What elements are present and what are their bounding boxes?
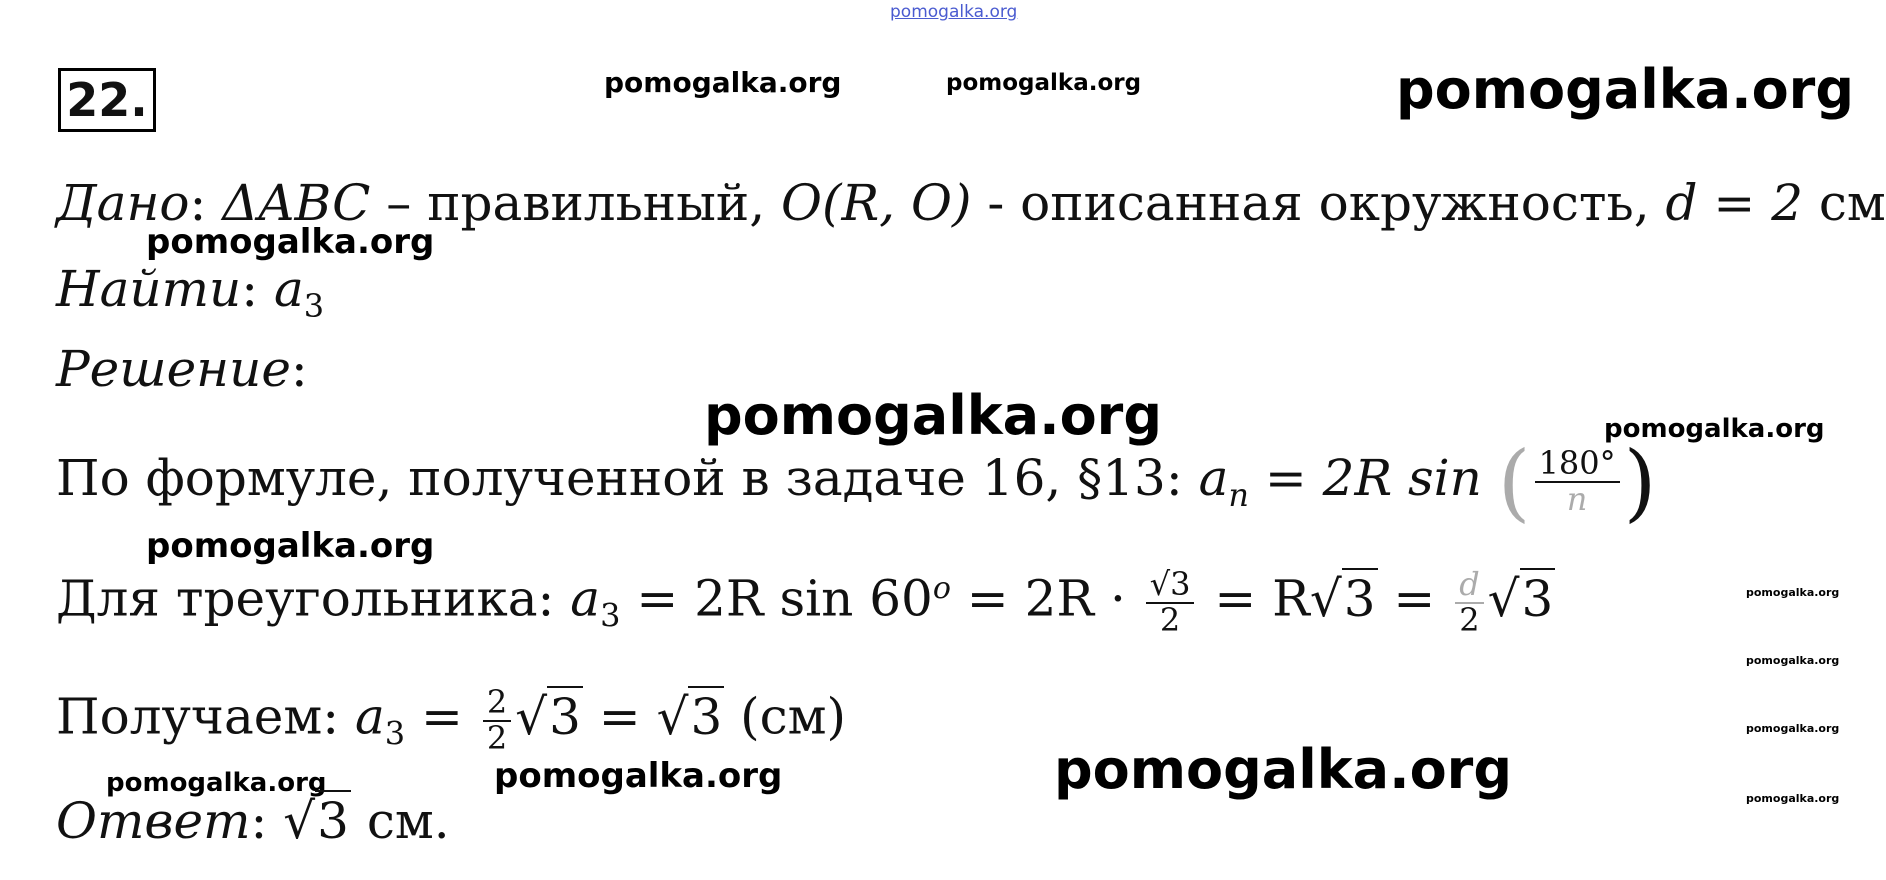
res-fraction xyxy=(483,683,511,757)
watermark-top: pomogalka.org xyxy=(890,2,1018,22)
answer-line: Ответ: √3 см. xyxy=(56,792,450,850)
formula-line xyxy=(56,433,1657,531)
watermark: pomogalka.org xyxy=(146,222,435,262)
watermark: pomogalka.org xyxy=(1604,414,1825,444)
formula-numerator: 180° xyxy=(1535,447,1620,483)
tri-radicand-2: 3 xyxy=(1521,569,1554,628)
res-unit: (см) xyxy=(724,687,847,746)
res-sqrt: √3 xyxy=(515,687,581,746)
tri-eq-3: = R xyxy=(1198,569,1310,628)
res-subscript: 3 xyxy=(384,714,406,753)
tri-sqrt: √3 xyxy=(1309,569,1376,628)
watermark: pomogalka.org xyxy=(1054,738,1512,801)
watermark: pomogalka.org xyxy=(494,756,783,796)
watermark-small: pomogalka.org xyxy=(1746,792,1840,805)
given-label: Дано xyxy=(56,174,190,232)
watermark: pomogalka.org xyxy=(704,384,1162,447)
given-triangle: ΔABC xyxy=(222,174,371,232)
tri-a: a xyxy=(570,569,601,628)
formula-eq: = 2R sin xyxy=(1248,449,1482,507)
res-fraction-numerator: 2 xyxy=(483,686,511,722)
answer-unit: см. xyxy=(350,792,450,850)
solution-line: Решение: xyxy=(56,340,308,398)
watermark: pomogalka.org xyxy=(946,70,1142,96)
tri-fraction-2-numerator: d xyxy=(1455,568,1483,604)
given-line: Дано: ΔABC – правильный, O(R, O) - описанная окружность, d = 2 см xyxy=(56,174,1886,232)
result-text: Получаем: xyxy=(56,687,355,746)
paren-right: ) xyxy=(1623,433,1657,531)
formula-fraction xyxy=(1535,444,1620,518)
tri-eq-1: = 2R sin 60 xyxy=(620,569,933,628)
tri-radicand: 3 xyxy=(1343,569,1376,628)
tri-fraction xyxy=(1146,565,1195,639)
find-subscript: 3 xyxy=(303,287,325,325)
triangle-text: Для треугольника: xyxy=(56,569,571,628)
tri-eq-2: = 2R · xyxy=(950,569,1142,628)
answer-radicand: 3 xyxy=(317,792,349,850)
tri-sqrt-2: √3 xyxy=(1487,569,1554,628)
given-d: d = 2 xyxy=(1665,174,1803,232)
watermark: pomogalka.org xyxy=(106,768,327,798)
find-line: Найти: $a_3$ xyxy=(56,260,325,325)
watermark: pomogalka.org xyxy=(146,526,435,566)
tri-fraction-denominator: 2 xyxy=(1159,600,1181,639)
paren-left: ( xyxy=(1497,433,1531,531)
tri-subscript: 3 xyxy=(600,596,621,635)
watermark: pomogalka.org xyxy=(604,66,842,99)
tri-fraction-numerator: √3 xyxy=(1146,568,1195,604)
res-fraction-denominator: 2 xyxy=(486,718,508,757)
res-radicand-2: 3 xyxy=(690,687,723,746)
formula-an-subscript: n xyxy=(1228,476,1249,514)
find-label: Найти xyxy=(56,260,242,318)
tri-eq-4: = xyxy=(1377,569,1452,628)
problem-number: 22. xyxy=(58,68,156,132)
result-line xyxy=(56,683,847,757)
tri-fraction-2 xyxy=(1455,565,1483,639)
formula-text: По формуле, полученной в задаче 16, §13: xyxy=(56,449,1199,507)
watermark-small: pomogalka.org xyxy=(1746,722,1840,735)
tri-fraction-2-denominator: 2 xyxy=(1459,600,1480,639)
find-value: a xyxy=(273,260,304,318)
solution-label: Решение xyxy=(56,340,291,398)
given-text: – правильный, xyxy=(370,174,782,232)
res-eq-1: = xyxy=(405,687,479,746)
given-text-2: - описанная окружность, xyxy=(971,174,1666,232)
watermark-small: pomogalka.org xyxy=(1746,586,1840,599)
res-a: a xyxy=(354,687,385,746)
given-unit: см xyxy=(1803,174,1886,232)
res-radicand: 3 xyxy=(549,687,581,746)
watermark-small: pomogalka.org xyxy=(1746,654,1840,667)
tri-degree: o xyxy=(932,570,951,606)
answer-label: Ответ xyxy=(56,792,251,850)
formula-an: a xyxy=(1198,449,1229,507)
answer-sqrt: √3 xyxy=(283,792,349,850)
res-eq-2: = xyxy=(582,687,657,746)
watermark: pomogalka.org xyxy=(1396,58,1854,121)
given-circle: O(R, O) xyxy=(781,174,972,232)
res-sqrt-2: √3 xyxy=(656,687,723,746)
formula-denominator: n xyxy=(1566,480,1588,518)
triangle-line xyxy=(56,565,1555,639)
